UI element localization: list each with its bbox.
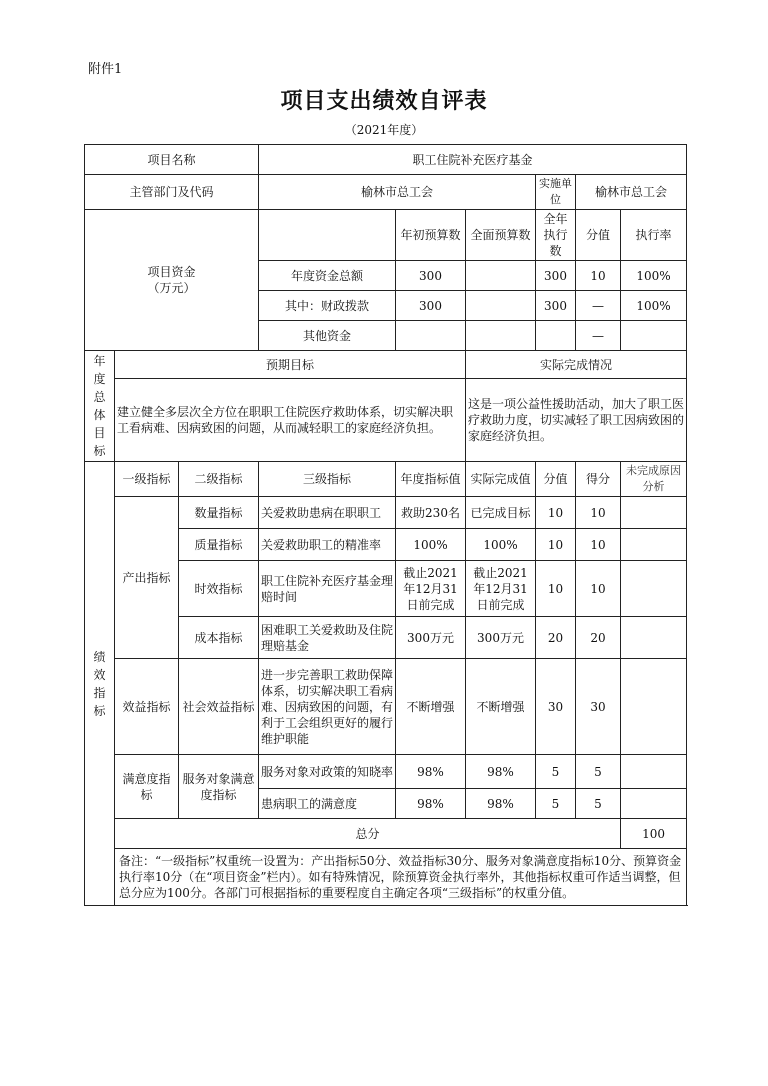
funds-rate: 100% [621, 261, 687, 291]
funds-header: 年初预算数 [396, 210, 466, 261]
table-row [85, 755, 687, 789]
year-label: （2021年度） [344, 123, 424, 137]
funds-score-value: — [576, 291, 621, 321]
funds-score-value: 10 [576, 261, 621, 291]
performance-table [84, 144, 687, 906]
indicator-header: 得分 [576, 462, 621, 497]
indicator-header: 实际完成值 [466, 462, 536, 497]
funds-initial: 300 [396, 261, 466, 291]
actual-result-text: 这是一项公益性援助活动，加大了职工医疗救助力度，切实减轻了职工因病致困的家庭经济负担。 [466, 379, 687, 462]
level3: 服务对象对政策的知晓率 [259, 755, 396, 789]
level1-satisfaction: 满意度指标 [115, 755, 179, 819]
table-row [85, 659, 687, 755]
level3: 患病职工的满意度 [259, 789, 396, 819]
attachment-label: 附件1 [88, 62, 123, 77]
total-label: 总分 [115, 819, 621, 849]
funds-header: 全面预算数 [466, 210, 536, 261]
target-value: 截止2021年12月31日前完成 [396, 561, 466, 617]
reason [621, 529, 687, 561]
level2: 社会效益指标 [179, 659, 259, 755]
score: 10 [576, 497, 621, 529]
indicator-header: 二级指标 [179, 462, 259, 497]
project-name-label: 项目名称 [85, 145, 259, 175]
level1-benefit: 效益指标 [115, 659, 179, 755]
indicator-header: 三级指标 [259, 462, 396, 497]
level1-output: 产出指标 [115, 497, 179, 659]
level3: 进一步完善职工救助保障体系，切实解决职工看病难、因病致困的问题，有利于工会组织更好的履行维护职能 [259, 659, 396, 755]
department-label: 主管部门及代码 [85, 175, 259, 210]
expected-goal-text: 建立健全多层次全方位在职职工住院医疗救助体系，切实解决职工看病难、因病致困的问题，从而减轻职工的家庭经济负担。 [115, 379, 466, 462]
funds-initial: 300 [396, 291, 466, 321]
funds-header: 分值 [576, 210, 621, 261]
funds-header-blank [259, 210, 396, 261]
actual-result-label: 实际完成情况 [466, 351, 687, 379]
funds-full [466, 291, 536, 321]
score: 5 [576, 789, 621, 819]
funds-header: 全年执行数 [536, 210, 576, 261]
level2: 成本指标 [179, 617, 259, 659]
total-score: 100 [621, 819, 687, 849]
weight: 5 [536, 789, 576, 819]
level3: 职工住院补充医疗基金理赔时间 [259, 561, 396, 617]
table-row [85, 497, 687, 529]
level3: 关爱救助患病在职职工 [259, 497, 396, 529]
score: 10 [576, 561, 621, 617]
level2: 质量指标 [179, 529, 259, 561]
funds-score-value: — [576, 321, 621, 351]
footnote: 备注：“一级指标”权重统一设置为：产出指标50分、效益指标30分、服务对象满意度指标10分、预算资金执行率10分（在“项目资金”栏内）。如有特殊情况，除预算资金执行率外，其他指标权重可作适当调整，但总分应为100分。各部门可根据指标的重要程度自主确定各项“三级指标”的权重分值。 [115, 849, 687, 906]
target-value: 98% [396, 755, 466, 789]
goals-label: 年度总体目标 [85, 351, 115, 462]
target-value: 98% [396, 789, 466, 819]
funds-full [466, 321, 536, 351]
weight: 10 [536, 529, 576, 561]
actual-value: 不断增强 [466, 659, 536, 755]
indicator-header: 年度指标值 [396, 462, 466, 497]
actual-value: 截止2021年12月31日前完成 [466, 561, 536, 617]
expected-goal-label: 预期目标 [115, 351, 466, 379]
level2: 时效指标 [179, 561, 259, 617]
funds-rate: 100% [621, 291, 687, 321]
target-value: 100% [396, 529, 466, 561]
implementer-label: 实施单位 [536, 175, 576, 210]
reason [621, 659, 687, 755]
weight: 20 [536, 617, 576, 659]
score: 5 [576, 755, 621, 789]
funds-row-name: 年度资金总额 [259, 261, 396, 291]
target-value: 300万元 [396, 617, 466, 659]
level2: 服务对象满意度指标 [179, 755, 259, 819]
target-value: 救助230名 [396, 497, 466, 529]
weight: 5 [536, 755, 576, 789]
funds-label: 项目资金 （万元） [85, 210, 259, 351]
actual-value: 98% [466, 789, 536, 819]
level3: 困难职工关爱救助及住院理赔基金 [259, 617, 396, 659]
funds-executed: 300 [536, 291, 576, 321]
reason [621, 561, 687, 617]
department-value: 榆林市总工会 [259, 175, 536, 210]
actual-value: 已完成目标 [466, 497, 536, 529]
reason [621, 789, 687, 819]
weight: 30 [536, 659, 576, 755]
funds-full [466, 261, 536, 291]
reason [621, 617, 687, 659]
funds-row-name: 其中：财政拨款 [259, 291, 396, 321]
score: 30 [576, 659, 621, 755]
actual-value: 300万元 [466, 617, 536, 659]
actual-value: 98% [466, 755, 536, 789]
project-name: 职工住院补充医疗基金 [259, 145, 687, 175]
page-title: 项目支出绩效自评表 [280, 88, 488, 114]
actual-value: 100% [466, 529, 536, 561]
funds-initial [396, 321, 466, 351]
reason [621, 755, 687, 789]
funds-executed [536, 321, 576, 351]
funds-executed: 300 [536, 261, 576, 291]
target-value: 不断增强 [396, 659, 466, 755]
score: 20 [576, 617, 621, 659]
weight: 10 [536, 561, 576, 617]
reason [621, 497, 687, 529]
indicator-header: 未完成原因分析 [621, 462, 687, 497]
indicator-header: 一级指标 [115, 462, 179, 497]
indicators-label: 绩效指标 [85, 462, 115, 906]
implementer-value: 榆林市总工会 [576, 175, 687, 210]
funds-row-name: 其他资金 [259, 321, 396, 351]
funds-rate [621, 321, 687, 351]
funds-header: 执行率 [621, 210, 687, 261]
score: 10 [576, 529, 621, 561]
level2: 数量指标 [179, 497, 259, 529]
weight: 10 [536, 497, 576, 529]
level3: 关爱救助职工的精准率 [259, 529, 396, 561]
indicator-header: 分值 [536, 462, 576, 497]
